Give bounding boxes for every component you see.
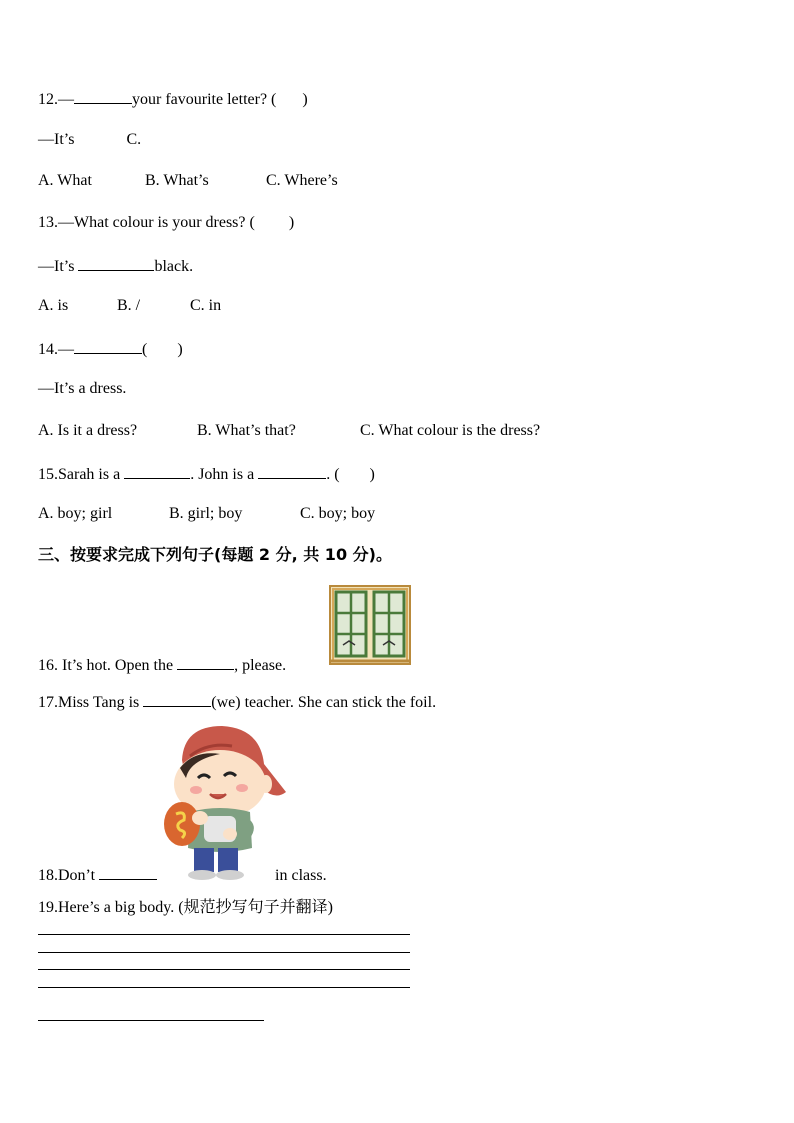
q19-question: 19.Here’s a big body. (规范抄写句子并翻译) bbox=[38, 899, 333, 916]
q12-option-b[interactable]: B. What’s bbox=[145, 172, 209, 189]
q12-question bbox=[38, 88, 308, 110]
q15-pre: 15.Sarah is a bbox=[38, 466, 121, 483]
q12-answer-letter: C. bbox=[126, 131, 142, 148]
q14-option-b[interactable]: B. What’s that? bbox=[197, 422, 296, 439]
q16-blank[interactable] bbox=[177, 654, 234, 670]
q17-blank[interactable] bbox=[143, 691, 211, 707]
q16-question bbox=[38, 654, 286, 676]
q14-answer-text: —It’s a dress. bbox=[38, 380, 127, 397]
q18-post: in class. bbox=[275, 867, 327, 884]
q13-option-b[interactable]: B. / bbox=[117, 297, 141, 314]
q14-options bbox=[38, 421, 540, 441]
q12-stem: your favourite letter? ( bbox=[132, 91, 277, 108]
q13-options bbox=[38, 296, 221, 316]
q12-option-c[interactable]: C. Where’s bbox=[266, 172, 338, 189]
q19-translation-line[interactable] bbox=[38, 1020, 264, 1021]
q16-pre: 16. It’s hot. Open the bbox=[38, 657, 174, 674]
q14-blank[interactable] bbox=[74, 338, 142, 354]
q13-answer-pre: —It’s bbox=[38, 258, 75, 275]
q14-paren-open: ( bbox=[142, 341, 148, 358]
q13-answer-post: black. bbox=[154, 258, 194, 275]
q15-blank-1[interactable] bbox=[124, 463, 190, 479]
q14-answer-line bbox=[38, 379, 126, 399]
q15-option-c[interactable]: C. boy; boy bbox=[300, 505, 376, 522]
q15-blank-2[interactable] bbox=[258, 463, 326, 479]
q18-pre: 18.Don’t bbox=[38, 867, 96, 884]
q16-post: , please. bbox=[234, 657, 287, 674]
window-icon bbox=[329, 585, 411, 665]
q12-option-a[interactable]: A. What bbox=[38, 172, 92, 189]
q17-post: (we) teacher. She can stick the foil. bbox=[211, 694, 437, 711]
q19-writing-line-4[interactable] bbox=[38, 987, 410, 988]
boy-eating-icon bbox=[160, 720, 290, 882]
section-3-title: 三、按要求完成下列句子(每题 2 分, 共 10 分)。 bbox=[38, 545, 392, 564]
q12-blank[interactable] bbox=[74, 88, 132, 104]
q19-writing-line-2[interactable] bbox=[38, 952, 410, 953]
q13-option-c[interactable]: C. in bbox=[190, 297, 222, 314]
q12-answer-text: —It’s bbox=[38, 131, 75, 148]
q15-mid: . John is a bbox=[190, 466, 255, 483]
q13-option-a[interactable]: A. is bbox=[38, 297, 69, 314]
q15-option-b[interactable]: B. girl; boy bbox=[169, 505, 243, 522]
q12-number: 12.— bbox=[38, 91, 74, 108]
q14-number: 14.— bbox=[38, 341, 74, 358]
q13-stem: 13.—What colour is your dress? ( bbox=[38, 214, 255, 231]
q12-paren-close: ) bbox=[302, 91, 308, 108]
q19-writing-line-1[interactable] bbox=[38, 934, 410, 935]
q15-option-a[interactable]: A. boy; girl bbox=[38, 505, 113, 522]
q13-question bbox=[38, 213, 294, 233]
q14-question bbox=[38, 338, 183, 360]
q15-options bbox=[38, 504, 375, 524]
q17-question bbox=[38, 691, 436, 713]
q18-blank[interactable] bbox=[99, 864, 157, 880]
q14-option-c[interactable]: C. What colour is the dress? bbox=[360, 422, 541, 439]
q12-options bbox=[38, 171, 338, 191]
q17-pre: 17.Miss Tang is bbox=[38, 694, 140, 711]
q13-paren-close: ) bbox=[288, 214, 295, 231]
q14-option-a[interactable]: A. Is it a dress? bbox=[38, 422, 138, 439]
q13-answer-line bbox=[38, 255, 193, 277]
q15-question bbox=[38, 463, 375, 485]
q12-answer-line bbox=[38, 130, 141, 150]
q18-question bbox=[38, 864, 327, 886]
q15-paren-close: ) bbox=[369, 466, 375, 483]
q15-post: . ( bbox=[326, 466, 340, 483]
q14-paren-close: ) bbox=[177, 341, 183, 358]
q13-blank[interactable] bbox=[78, 255, 154, 271]
q19-writing-line-3[interactable] bbox=[38, 969, 410, 970]
